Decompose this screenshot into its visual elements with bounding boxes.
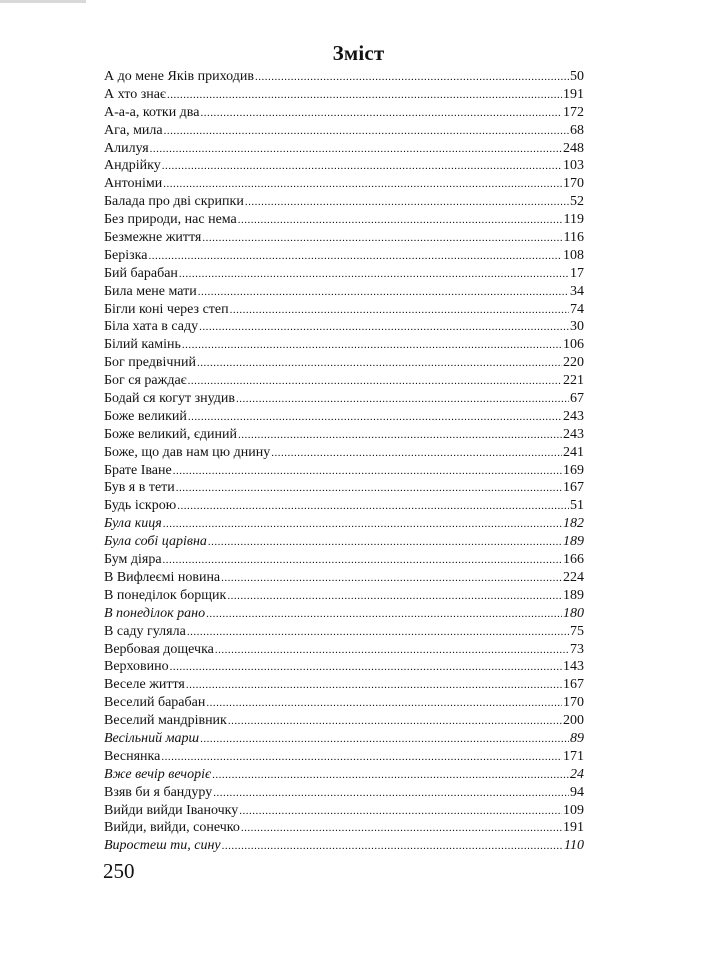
dot-leader	[202, 230, 562, 248]
toc-entry	[104, 157, 584, 175]
toc-entry-page: 74	[570, 301, 584, 317]
dot-leader	[238, 427, 562, 445]
toc-entry-page: 248	[563, 140, 584, 156]
toc-entry	[104, 68, 584, 86]
toc-entry-title: Вийди вийди Іваночку	[104, 802, 239, 818]
toc-entry-page: 170	[563, 695, 584, 711]
toc-entry	[104, 712, 584, 730]
toc-entry	[104, 426, 584, 444]
toc-entry-page: 17	[570, 265, 584, 281]
toc-entry-page: 191	[563, 86, 584, 102]
toc-entry	[104, 301, 584, 319]
toc-entry-title: Антоніми	[104, 176, 163, 192]
toc-entry-page: 220	[563, 355, 584, 371]
toc-entry-page: 108	[563, 247, 584, 263]
dot-leader	[148, 248, 562, 266]
toc-entry-page: 180	[563, 605, 584, 621]
toc-entry-title: Бодай ся когут знудив	[104, 391, 235, 407]
toc-entry	[104, 658, 584, 676]
toc-entry-title: Боже великий	[104, 408, 187, 424]
toc-entry-title: Бий барабан	[104, 265, 178, 281]
dot-leader	[215, 642, 569, 660]
toc-entry-title: Взяв би я бандуру	[104, 784, 213, 800]
toc-entry-page: 73	[570, 641, 584, 657]
toc-entry-title: В Вифлеємі новина	[104, 569, 221, 585]
toc-entry-page: 166	[563, 552, 584, 568]
toc-entry	[104, 193, 584, 211]
toc-entry-title: Виростеш ти, сину	[104, 838, 221, 854]
dot-leader	[163, 552, 562, 570]
toc-entry-page: 167	[563, 677, 584, 693]
dot-leader	[228, 713, 562, 731]
toc-entry-page: 191	[563, 820, 584, 836]
toc-entry	[104, 533, 584, 551]
dot-leader	[176, 480, 562, 498]
toc-entry	[104, 462, 584, 480]
dot-leader	[188, 409, 562, 427]
toc-entry-page: 68	[570, 122, 584, 138]
dot-leader	[200, 105, 562, 123]
dot-leader	[213, 785, 569, 803]
toc-entry-page: 34	[570, 283, 584, 299]
corner-mark	[0, 0, 86, 3]
toc-entry	[104, 372, 584, 390]
toc-entry-title: Андрійку	[104, 158, 161, 174]
toc-entry-title: Боже великий, єдиний	[104, 426, 237, 442]
dot-leader	[173, 463, 562, 481]
dot-leader	[186, 677, 562, 695]
toc-entry	[104, 247, 584, 265]
dot-leader	[255, 69, 569, 87]
toc-entry-title: Била мене мати	[104, 283, 197, 299]
toc-entry-title: А-а-а, котки два	[104, 104, 200, 120]
toc-entry-page: 30	[570, 319, 584, 335]
toc-entry-title: Будь іскрою	[104, 498, 177, 514]
toc-entry-page: 119	[563, 212, 584, 228]
toc-entry	[104, 229, 584, 247]
toc-entry-page: 103	[563, 158, 584, 174]
toc-entry	[104, 104, 584, 122]
toc-entry-page: 109	[563, 802, 584, 818]
dot-leader	[150, 141, 562, 159]
dot-leader	[221, 570, 562, 588]
toc-entry-page: 169	[563, 462, 584, 478]
toc-entry	[104, 605, 584, 623]
toc-entry	[104, 86, 584, 104]
toc-entry-title: В понеділок рано	[104, 605, 206, 621]
dot-leader	[230, 302, 569, 320]
toc-entry-page: 172	[563, 104, 584, 120]
toc-entry	[104, 479, 584, 497]
dot-leader	[177, 498, 569, 516]
toc-entry-page: 200	[563, 713, 584, 729]
toc-entry	[104, 283, 584, 301]
toc-entry	[104, 140, 584, 158]
toc-entry-page: 221	[563, 373, 584, 389]
toc-entry	[104, 515, 584, 533]
toc-entry	[104, 802, 584, 820]
toc-entry	[104, 551, 584, 569]
toc-entry-page: 67	[570, 391, 584, 407]
toc-entry-page: 110	[564, 838, 584, 854]
toc-entry-title: Веселий мандрівник	[104, 713, 227, 729]
dot-leader	[208, 534, 562, 552]
toc-entry	[104, 623, 584, 641]
toc-entry-page: 106	[563, 337, 584, 353]
toc-entry	[104, 748, 584, 766]
dot-leader	[236, 391, 569, 409]
toc-entry-title: Боже, що дав нам цю днину	[104, 444, 271, 460]
toc-entry	[104, 641, 584, 659]
dot-leader	[199, 319, 569, 337]
dot-leader	[271, 445, 562, 463]
toc-entry-page: 75	[570, 623, 584, 639]
dot-leader	[198, 284, 569, 302]
toc-entry-page: 50	[570, 69, 584, 84]
toc-entry	[104, 444, 584, 462]
toc-entry-page: 170	[563, 176, 584, 192]
dot-leader	[241, 820, 562, 838]
toc-entry-title: Веселе життя	[104, 677, 185, 693]
toc-entry	[104, 265, 584, 283]
toc-entry-title: Весільний марш	[104, 730, 200, 746]
toc-entry-title: Була собі царівна	[104, 534, 207, 550]
dot-leader	[197, 355, 562, 373]
dot-leader	[227, 588, 562, 606]
toc-entry-title: Бум діяра	[104, 552, 162, 568]
toc-entry	[104, 569, 584, 587]
dot-leader	[163, 516, 562, 534]
toc-entry-title: Був я в тети	[104, 480, 175, 496]
toc-entry-page: 143	[563, 659, 584, 675]
dot-leader	[179, 266, 569, 284]
toc-entry	[104, 211, 584, 229]
toc-entry	[104, 676, 584, 694]
toc-entry	[104, 694, 584, 712]
toc-entry-page: 51	[570, 498, 584, 514]
toc-entry-title: Без природи, нас нема	[104, 212, 237, 228]
toc-entry	[104, 408, 584, 426]
toc-entry-title: Алилуя	[104, 140, 149, 156]
toc-entry-title: Балада про дві скрипки	[104, 194, 244, 210]
toc-entry	[104, 587, 584, 605]
toc-entry-page: 182	[563, 516, 584, 532]
toc-entry-page: 243	[563, 408, 584, 424]
toc-entry-page: 116	[563, 230, 584, 246]
dot-leader	[187, 624, 569, 642]
toc-entry-title: Брате Іване	[104, 462, 172, 478]
toc-entry-title: Ага, мила	[104, 122, 163, 138]
toc-entry-title: А хто знає	[104, 86, 166, 102]
toc-entry	[104, 730, 584, 748]
dot-leader	[188, 373, 562, 391]
dot-leader	[222, 838, 563, 856]
dot-leader	[162, 158, 562, 176]
toc-entry-title: В саду гуляла	[104, 623, 186, 639]
dot-leader	[212, 767, 569, 785]
dot-leader	[200, 731, 569, 749]
dot-leader	[238, 212, 563, 230]
dot-leader	[206, 695, 562, 713]
toc-entry-page: 89	[570, 730, 584, 746]
toc-entry-title: Біла хата в саду	[104, 319, 199, 335]
toc-entry-page: 189	[563, 534, 584, 550]
toc-entry	[104, 390, 584, 408]
toc-entry-title: Бог предвічний	[104, 355, 196, 371]
toc-entry	[104, 354, 584, 372]
toc-entry	[104, 318, 584, 336]
toc-entry-title: Бог ся раждає	[104, 373, 187, 389]
toc-entry-page: 224	[563, 569, 584, 585]
toc-entry-page: 243	[563, 426, 584, 442]
toc-entry	[104, 122, 584, 140]
dot-leader	[161, 749, 562, 767]
toc-entry-title: Була киця	[104, 516, 162, 532]
toc-entry-page: 189	[563, 587, 584, 603]
toc-entry	[104, 497, 584, 515]
toc-entry-title: Веселий барабан	[104, 695, 206, 711]
table-of-contents	[104, 68, 584, 855]
toc-entry-title: Бігли коні через степ	[104, 301, 229, 317]
toc-entry	[104, 336, 584, 354]
toc-entry-page: 24	[570, 766, 584, 782]
toc-entry-title: Веснянка	[104, 748, 161, 764]
toc-entry-page: 94	[570, 784, 584, 800]
toc-entry-title: В понеділок борщик	[104, 587, 227, 603]
dot-leader	[163, 176, 562, 194]
dot-leader	[182, 337, 562, 355]
dot-leader	[245, 194, 569, 212]
toc-entry	[104, 819, 584, 837]
toc-entry-page: 167	[563, 480, 584, 496]
toc-entry-title: Вербовая дощечка	[104, 641, 214, 657]
toc-entry-title: Білий камінь	[104, 337, 181, 353]
toc-entry-title: А до мене Яків приходив	[104, 69, 254, 84]
dot-leader	[170, 659, 562, 677]
toc-entry-title: Безмежне життя	[104, 230, 202, 246]
toc-entry-title: Берізка	[104, 247, 148, 263]
dot-leader	[206, 606, 562, 624]
toc-entry-page: 241	[563, 444, 584, 460]
toc-entry	[104, 784, 584, 802]
toc-entry	[104, 837, 584, 855]
toc-entry-page: 171	[563, 748, 584, 764]
toc-entry	[104, 175, 584, 193]
dot-leader	[239, 803, 562, 821]
toc-entry-title: Верховино	[104, 659, 169, 675]
toc-entry	[104, 766, 584, 784]
page-number: 250	[103, 859, 135, 883]
toc-entry-page: 52	[570, 194, 584, 210]
page-title: Зміст	[332, 41, 385, 65]
toc-entry-title: Вже вечір вечоріє	[104, 766, 212, 782]
dot-leader	[164, 123, 569, 141]
dot-leader	[167, 87, 562, 105]
toc-entry-title: Вийди, вийди, сонечко	[104, 820, 240, 836]
